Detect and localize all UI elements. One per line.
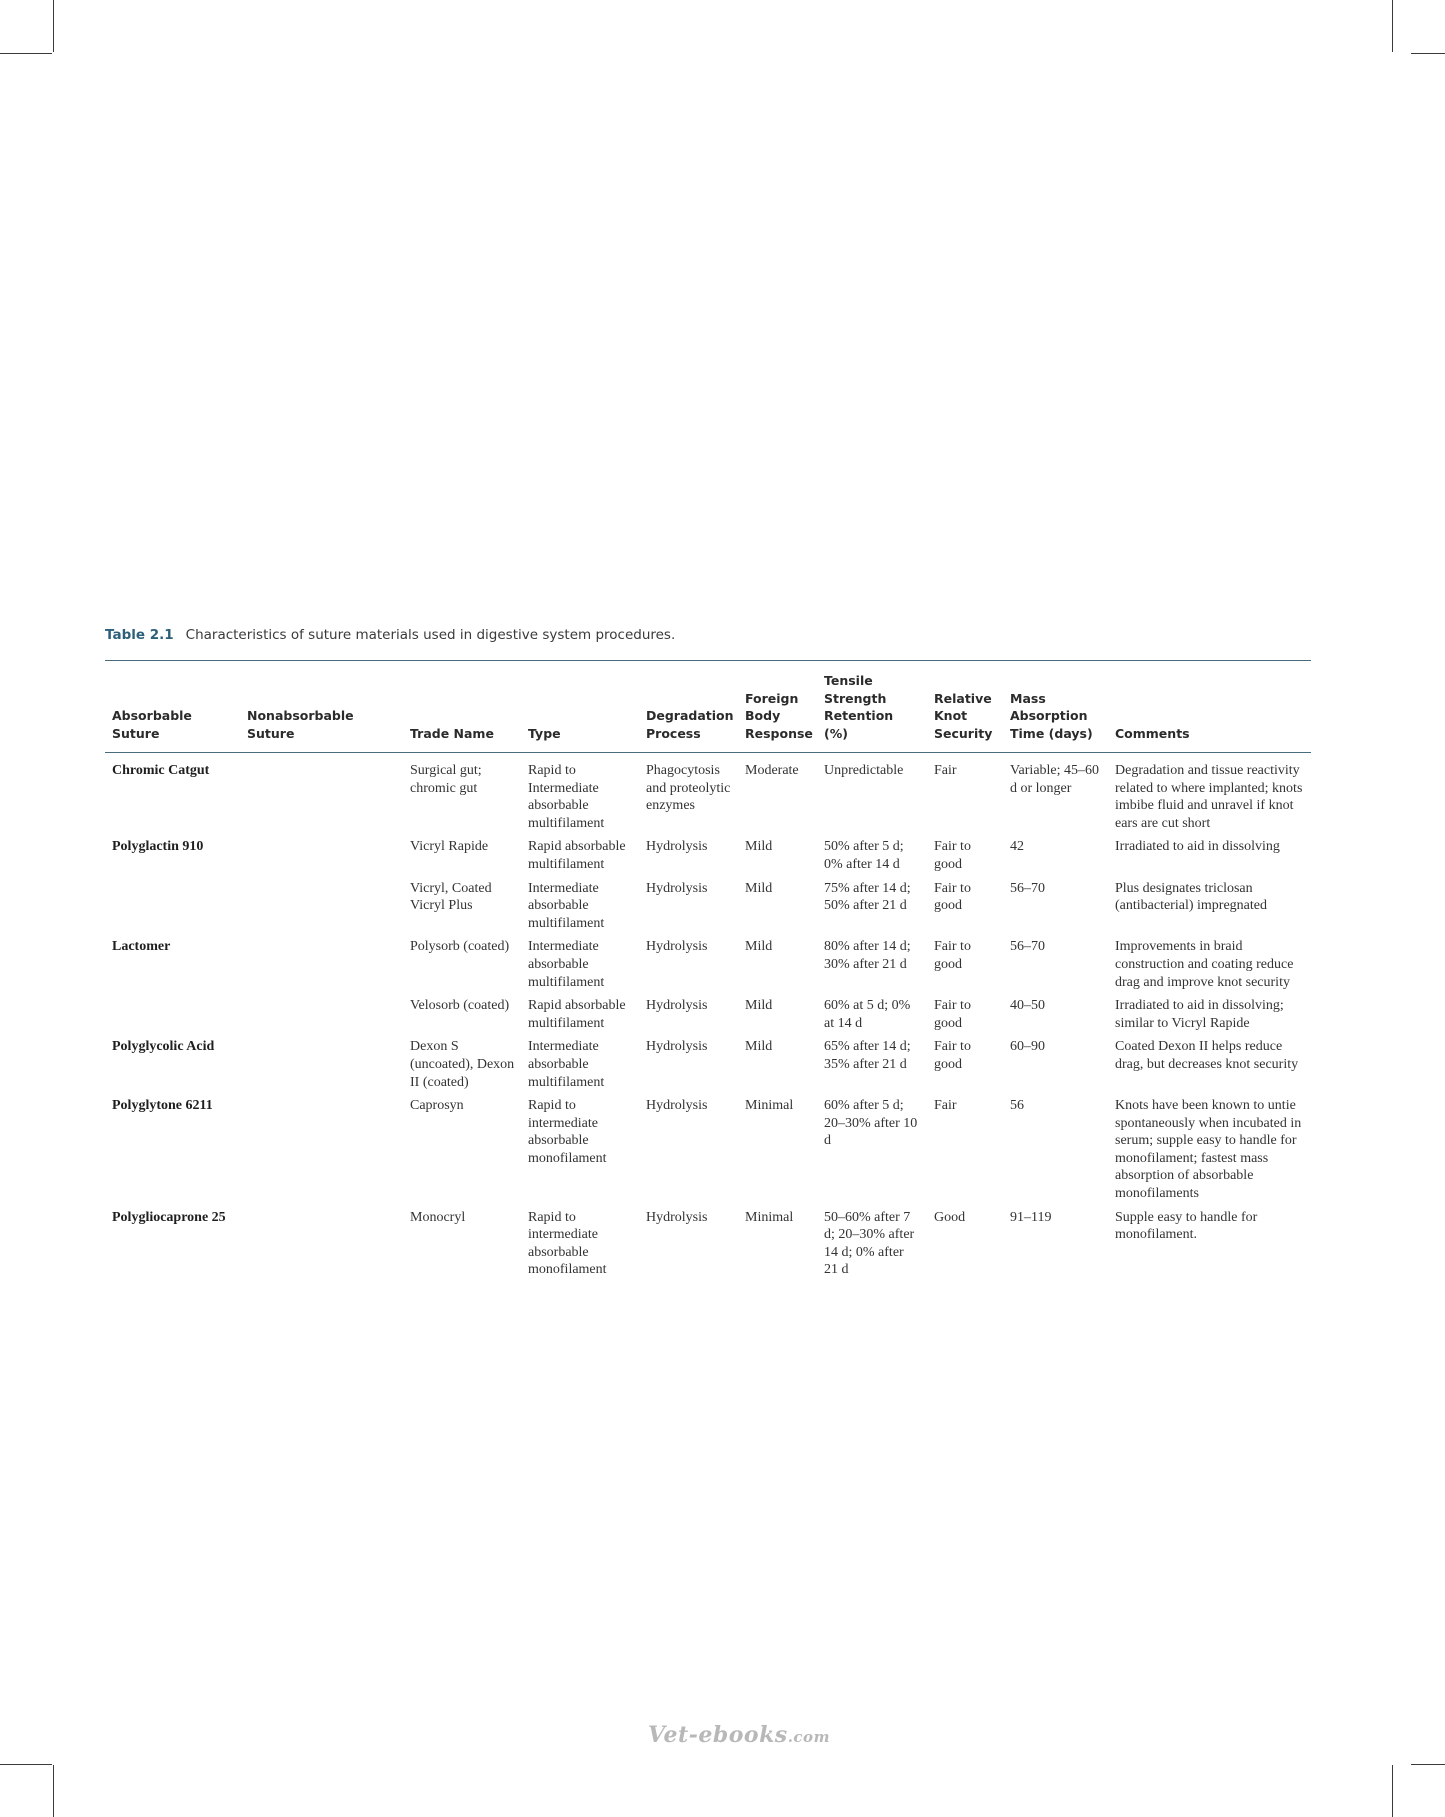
- cell-comments: Irradiated to aid in dissolving; similar to Vicryl Rapide: [1115, 998, 1284, 1031]
- cell-degradation: Hydrolysis: [646, 1098, 708, 1114]
- cell-tensile: 60% after 5 d; 20–30% after 10 d: [824, 1098, 918, 1149]
- table-row: [105, 1209, 1311, 1285]
- cell-knot-security: Fair to good: [934, 880, 971, 914]
- cell-tensile: 50% after 5 d; 0% after 14 d: [824, 839, 904, 872]
- cell-tensile: 75% after 14 d; 50% after 21 d: [824, 880, 911, 914]
- crop-mark: [1411, 53, 1445, 54]
- cell-tensile: 50–60% after 7 d; 20–30% after 14 d; 0% after 21 d: [824, 1209, 915, 1278]
- table-row: [105, 1097, 1311, 1209]
- cell-tensile: Unpredictable: [824, 763, 904, 778]
- cell-foreign-body: Mild: [745, 939, 773, 955]
- header-col-knot-security: Relative Knot Security: [934, 690, 993, 741]
- cell-knot-security: Fair to good: [934, 998, 971, 1031]
- cell-knot-security: Good: [934, 1209, 966, 1225]
- cell-trade-name: Vicryl, Coated Vicryl Plus: [410, 880, 492, 914]
- cell-absorption-time: 56–70: [1010, 880, 1045, 896]
- cell-absorbable: Polyglytone 6211: [112, 1098, 213, 1114]
- header-col-absorption-time: Mass Absorption Time (days): [1010, 690, 1093, 741]
- cell-degradation: Hydrolysis: [646, 1209, 708, 1225]
- table-header: [105, 661, 1311, 753]
- header-row: [105, 661, 1311, 753]
- cell-comments: Knots have been known to untie spontaneously when incubated in serum; supple easy to handle for monofilament; fastest mass absorption of absorbable monofilaments: [1115, 1098, 1302, 1202]
- cell-comments: Coated Dexon II helps reduce drag, but decreases knot security: [1115, 1039, 1299, 1072]
- cell-nonabsorbable: [240, 753, 403, 839]
- cell-type: Rapid absorbable multifilament: [528, 839, 626, 872]
- cell-absorbable: Polygliocaprone 25: [112, 1209, 226, 1225]
- header-col-nonabsorbable: Nonabsorbable Suture: [247, 708, 354, 741]
- table-row: [105, 997, 1311, 1038]
- cell-comments: Improvements in braid construction and coating reduce drag and improve knot security: [1115, 939, 1294, 990]
- cell-type: Rapid absorbable multifilament: [528, 998, 626, 1031]
- cell-type: Intermediate absorbable multifilament: [528, 939, 605, 990]
- cell-nonabsorbable: [240, 1097, 403, 1209]
- crop-mark: [53, 0, 54, 52]
- cell-foreign-body: Minimal: [745, 1209, 794, 1225]
- crop-mark: [1392, 1765, 1393, 1817]
- table-row: [105, 938, 1311, 997]
- cell-absorption-time: 56: [1010, 1098, 1024, 1114]
- footer-logo: [648, 1722, 830, 1748]
- table-row: [105, 1038, 1311, 1097]
- cell-absorption-time: 91–119: [1010, 1209, 1052, 1225]
- cell-absorbable: [105, 997, 240, 1038]
- cell-trade-name: Caprosyn: [410, 1098, 464, 1114]
- footer-logo-suffix: .com: [787, 1728, 830, 1746]
- cell-trade-name: Surgical gut; chromic gut: [410, 763, 482, 796]
- cell-degradation: Hydrolysis: [646, 839, 708, 855]
- cell-tensile: 60% at 5 d; 0% at 14 d: [824, 998, 911, 1031]
- suture-table: [105, 660, 1311, 1285]
- cell-type: Intermediate absorbable multifilament: [528, 1039, 605, 1090]
- cell-absorption-time: 40–50: [1010, 998, 1045, 1014]
- cell-absorption-time: 60–90: [1010, 1039, 1045, 1055]
- cell-foreign-body: Mild: [745, 1039, 773, 1055]
- cell-degradation: Phagocytosis and proteolytic enzymes: [646, 763, 731, 814]
- cell-trade-name: Vicryl Rapide: [410, 839, 489, 855]
- cell-trade-name: Polysorb (coated): [410, 939, 510, 955]
- header-col-degradation: Degradation Process: [646, 708, 734, 741]
- cell-foreign-body: Mild: [745, 880, 773, 896]
- crop-mark: [53, 1765, 54, 1817]
- cell-knot-security: Fair: [934, 763, 957, 778]
- cell-nonabsorbable: [240, 1209, 403, 1285]
- cell-degradation: Hydrolysis: [646, 1039, 708, 1055]
- cell-foreign-body: Mild: [745, 839, 773, 855]
- crop-mark: [0, 1764, 52, 1765]
- cell-comments: Plus designates triclosan (antibacterial) impregnated: [1115, 880, 1267, 914]
- cell-degradation: Hydrolysis: [646, 998, 708, 1014]
- cell-absorbable: Polyglycolic Acid: [112, 1039, 215, 1055]
- cell-absorption-time: 42: [1010, 839, 1024, 855]
- cell-absorption-time: 56–70: [1010, 939, 1045, 955]
- cell-trade-name: Monocryl: [410, 1209, 466, 1225]
- header-col-foreign-body: Foreign Body Response: [745, 690, 813, 741]
- table-number: Table 2.1: [105, 627, 174, 643]
- table-caption-text: Characteristics of suture materials used in digestive system procedures.: [185, 627, 676, 643]
- crop-mark: [1392, 0, 1393, 52]
- cell-nonabsorbable: [240, 1038, 403, 1097]
- cell-tensile: 80% after 14 d; 30% after 21 d: [824, 939, 911, 972]
- cell-degradation: Hydrolysis: [646, 939, 708, 955]
- cell-absorbable: Polyglactin 910: [112, 839, 204, 855]
- cell-nonabsorbable: [240, 938, 403, 997]
- cell-nonabsorbable: [240, 880, 403, 939]
- cell-comments: Irradiated to aid in dissolving: [1115, 839, 1280, 855]
- cell-absorbable: Lactomer: [112, 939, 171, 955]
- table-row: [105, 753, 1311, 839]
- table-row: [105, 838, 1311, 879]
- cell-type: Rapid to intermediate absorbable monofilament: [528, 1098, 607, 1166]
- cell-degradation: Hydrolysis: [646, 880, 708, 896]
- header-col-tensile: Tensile Strength Retention (%): [824, 673, 894, 741]
- cell-tensile: 65% after 14 d; 35% after 21 d: [824, 1039, 911, 1072]
- cell-foreign-body: Mild: [745, 998, 773, 1014]
- table-body: [105, 753, 1311, 1286]
- cell-nonabsorbable: [240, 838, 403, 879]
- cell-foreign-body: Minimal: [745, 1098, 794, 1114]
- header-col-absorbable: Absorbable Suture: [112, 708, 192, 741]
- cell-trade-name: Dexon S (uncoated), Dexon II (coated): [410, 1039, 515, 1090]
- cell-absorption-time: Variable; 45–60 d or longer: [1010, 763, 1100, 796]
- footer-logo-text: Vet-ebooks: [648, 1722, 788, 1748]
- cell-knot-security: Fair to good: [934, 839, 971, 872]
- cell-type: Rapid to intermediate absorbable monofilament: [528, 1209, 607, 1278]
- cell-trade-name: Velosorb (coated): [410, 998, 510, 1014]
- table-caption: [105, 627, 675, 643]
- cell-knot-security: Fair to good: [934, 1039, 971, 1072]
- cell-nonabsorbable: [240, 997, 403, 1038]
- cell-type: Rapid to Intermediate absorbable multifilament: [528, 763, 605, 831]
- header-col-trade-name: Trade Name: [410, 725, 494, 741]
- header-col-comments: Comments: [1115, 725, 1190, 741]
- cell-foreign-body: Moderate: [745, 763, 799, 778]
- cell-comments: Degradation and tissue reactivity related to where implanted; knots imbibe fluid and unravel if knot ears are cut short: [1115, 763, 1303, 831]
- cell-absorbable: Chromic Catgut: [112, 763, 210, 778]
- cell-comments: Supple easy to handle for monofilament.: [1115, 1209, 1258, 1243]
- crop-mark: [0, 53, 52, 54]
- crop-mark: [1411, 1764, 1445, 1765]
- header-col-type: Type: [528, 725, 561, 741]
- cell-type: Intermediate absorbable multifilament: [528, 880, 605, 931]
- cell-knot-security: Fair to good: [934, 939, 971, 972]
- cell-absorbable: [105, 880, 240, 939]
- cell-knot-security: Fair: [934, 1098, 957, 1114]
- table-row: [105, 880, 1311, 939]
